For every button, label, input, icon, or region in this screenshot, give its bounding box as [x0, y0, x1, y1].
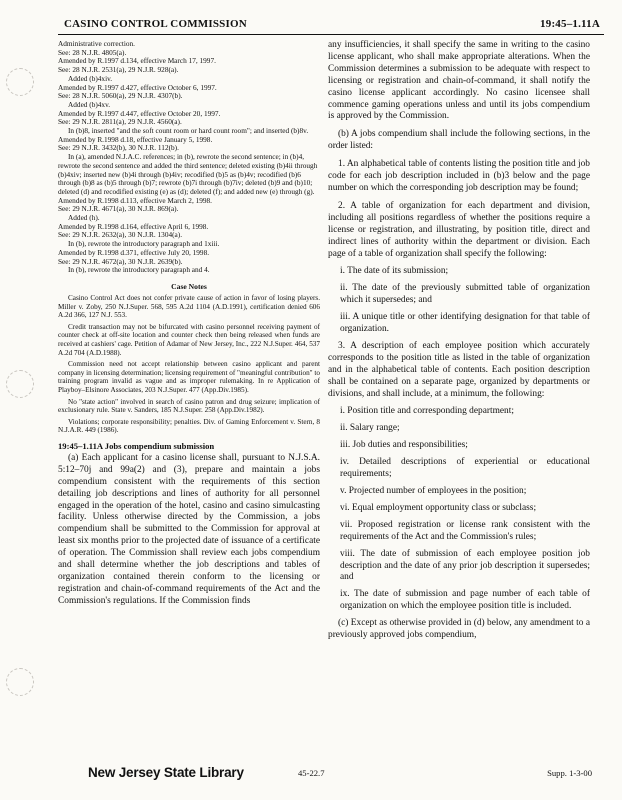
paragraph-c: (c) Except as otherwise provided in (d) below, any amendment to a previously approved jobs compendium, — [328, 618, 590, 641]
history-line: See: 29 N.J.R. 2811(a), 29 N.J.R. 4560(a). — [58, 117, 182, 127]
page-footer — [0, 765, 622, 787]
case-note: No "state action" involved in search of casino patron and drug seizure; implication of exclusionary rule. State v. Sanders, 185 N.J.Super. 258 (App.Div.1982). — [58, 397, 320, 415]
punch-hole — [6, 68, 34, 96]
history-line: Added (b)4xiv. — [68, 73, 113, 83]
history-line: See: 28 N.J.R. 2531(a), 29 N.J.R. 928(a). — [58, 65, 179, 75]
right-column — [328, 40, 590, 648]
history-line: See: 29 N.J.R. 4671(a), 30 N.J.R. 869(a). — [58, 204, 179, 214]
history-line: See: 29 N.J.R. 2632(a), 30 N.J.R. 1304(a). — [58, 230, 183, 240]
b3-item: viii. The date of submission of each employee position job description and the date of any prior job description it supersedes; and — [340, 548, 590, 583]
paragraph-a: (a) Each applicant for a casino license shall, pursuant to N.J.S.A. 5:12–70j and 99a(2) and (3), prepare and maintain a jobs compendium consistent with the requirements of this section detailing job descriptions and lines of authority for all personnel engaged in the operation of the hotel, casino and casino simulcasting facility. Unless otherwise directed by the Commission, a jobs compendium shall be submitted to the Commission for approval at least six months prior to the projected date of issuance of a certificate of operation. The Commission shall review each jobs compendium and shall determine whether the job descriptions and tables of organization contained therein conform to the licensing or registration and chain-of-command requirements of the Act and the Commission's regulations. If the Commission finds — [58, 452, 320, 606]
header-section: 19:45–1.11A — [540, 18, 600, 30]
paragraph-b1: 1. An alphabetical table of contents listing the position title and job code for each job description included in (b)3 below and the page number on which the corresponding job description may be found; — [328, 159, 590, 193]
history-line: In (b), rewrote the introductory paragraph and 4. — [68, 265, 210, 275]
history-line: See: 29 N.J.R. 3432(b), 30 N.J.R. 112(b). — [58, 143, 179, 153]
b3-item: v. Projected number of employees in the position; — [340, 486, 527, 496]
history-line: Amended by R.1997 d.447, effective October 20, 1997. — [58, 108, 221, 118]
history-line: Amended by R.1997 d.427, effective October 6, 1997. — [58, 82, 217, 92]
history-notes — [58, 40, 320, 275]
header-title: CASINO CONTROL COMMISSION — [64, 18, 247, 30]
history-line: Added (b)4xv. — [68, 99, 111, 109]
history-line: See: 29 N.J.R. 4672(a), 30 N.J.R. 2639(b). — [58, 256, 183, 266]
b2-item: ii. The date of the previously submitted table of organization which it supersedes; and — [340, 283, 590, 306]
history-line: In (b), rewrote the introductory paragraph and 1xiii. — [68, 239, 220, 249]
punch-hole — [6, 668, 34, 696]
history-line: Administrative correction. — [58, 39, 135, 48]
b2-item: iii. A unique title or other identifying designation for that table of organization. — [340, 312, 590, 335]
paragraph-b3: 3. A description of each employee position which accurately corresponds to the position title as listed in the table of organization and in the alphabetical table of contents. Each position description shall be contained on a separate page, organized by departments or divisions, and shall include, at a minimum, the following: — [328, 340, 590, 399]
b3-item: vi. Equal employment opportunity class or subclass; — [340, 502, 537, 513]
case-note: Credit transaction may not be bifurcated with casino personnel receiving payment of counter check at off-site location and counter check then being released when funds are received at cashiers' cage. Petition of Adamar of New Jersey, Inc., 222 N.J.Super. 464, 537 A.2d 704 (A.D.1988). — [58, 322, 320, 357]
history-line: Amended by R.1998 d.371, effective July 20, 1998. — [58, 247, 210, 257]
b3-item: vii. Proposed registration or license rank consistent with the requirements of the Act and the Commission's rules; — [340, 519, 590, 542]
history-line: Added (h). — [68, 213, 100, 223]
case-note: Casino Control Act does not confer private cause of action in favor of losing players. Miller v. Zoby, 250 N.J.Super. 568, 595 A.2d 1104 (A.D.1991), certification denied 606 A.2d 366, 127 N.J. 553. — [58, 293, 320, 320]
history-line: Amended by R.1998 d.164, effective April 6, 1998. — [58, 221, 209, 231]
b3-item: iv. Detailed descriptions of experiential or educational requirements; — [340, 457, 590, 480]
paragraph-b: (b) A jobs compendium shall include the following sections, in the order listed: — [328, 129, 590, 152]
history-line: See: 28 N.J.R. 5060(a), 29 N.J.R. 4307(b). — [58, 91, 183, 101]
b3-item: i. Position title and corresponding department; — [340, 406, 514, 417]
paragraph-a-continued: any insufficiencies, it shall specify the same in writing to the casino license applicant, who shall make appropriate alterations. When the Commission determines a submission to be adequate with respect to licensing or registration and chain-of-command, it shall notify the casino license applicant accordingly. No casino licensee shall commence gaming operations unless and until its jobs compendium is approved by the Commission. — [328, 40, 590, 122]
supplement-date: Supp. 1-3-00 — [547, 768, 592, 778]
history-line: Amended by R.1998 d.113, effective March 2, 1998. — [58, 195, 213, 205]
library-stamp: New Jersey State Library — [88, 765, 244, 780]
b2-item: i. The date of its submission; — [340, 266, 449, 277]
punch-hole — [6, 370, 34, 398]
b3-item: ii. Salary range; — [340, 423, 400, 434]
section-heading: 19:45–1.11A Jobs compendium submission — [58, 440, 215, 451]
history-line: Amended by R.1998 d.18, effective January 5, 1998. — [58, 134, 213, 144]
history-line: See: 28 N.J.R. 4805(a). — [58, 47, 127, 57]
b3-item: iii. Job duties and responsibilities; — [340, 440, 468, 451]
case-note: Commission need not accept relationship between casino applicant and parent company in licensing determination; licensing requirement of "meaningful contribution" to training program invalid as vague and as improper rulemaking. In re Application of Playboy–Elsinore Associates, 203 N.J.Super. 477 (App.Div.1985). — [58, 360, 320, 394]
case-notes-heading: Case Notes — [171, 281, 207, 291]
b3-item: ix. The date of submission and page number of each table of organization on which the employee position title is included. — [340, 589, 590, 612]
history-line: Amended by R.1997 d.134, effective March 17, 1997. — [58, 56, 216, 66]
history-line: In (a), amended N.J.A.C. references; in (b), rewrote the second sentence; in (b)4, rewrote the second sentence and added the third sentence; deleted existing (b)4ii through (b)4xiv; inserted new (b)4i through (b)4iv; recodified (b)5 as (b)4v; recodified (b)6 through (b)8 as (b)5 through (b)7; rewrote (b)7i through (b)7iv; deleted (b)9 and (b)10; deleted (d) and recodified existing (e) as (d); deleted (f); and added new (e) through (g). — [58, 152, 318, 196]
page-number: 45-22.7 — [298, 768, 325, 778]
page-header — [58, 14, 604, 35]
left-column — [58, 40, 320, 608]
paragraph-b2: 2. A table of organization for each department and division, including all positions regardless of whether the positions require a license or registration, and illustrating, by position title, direct and indirect lines of authority within the department or division. Each page of a table of organization shall specify the following: — [328, 200, 590, 259]
history-line: In (b)8, inserted "and the soft count room or hard count room"; and inserted (b)8v. — [68, 126, 309, 136]
case-note: Violations; corporate responsibility; penalties. Div. of Gaming Enforcement v. Stern, 8 N.J.A.R. 449 (1986). — [58, 417, 320, 435]
